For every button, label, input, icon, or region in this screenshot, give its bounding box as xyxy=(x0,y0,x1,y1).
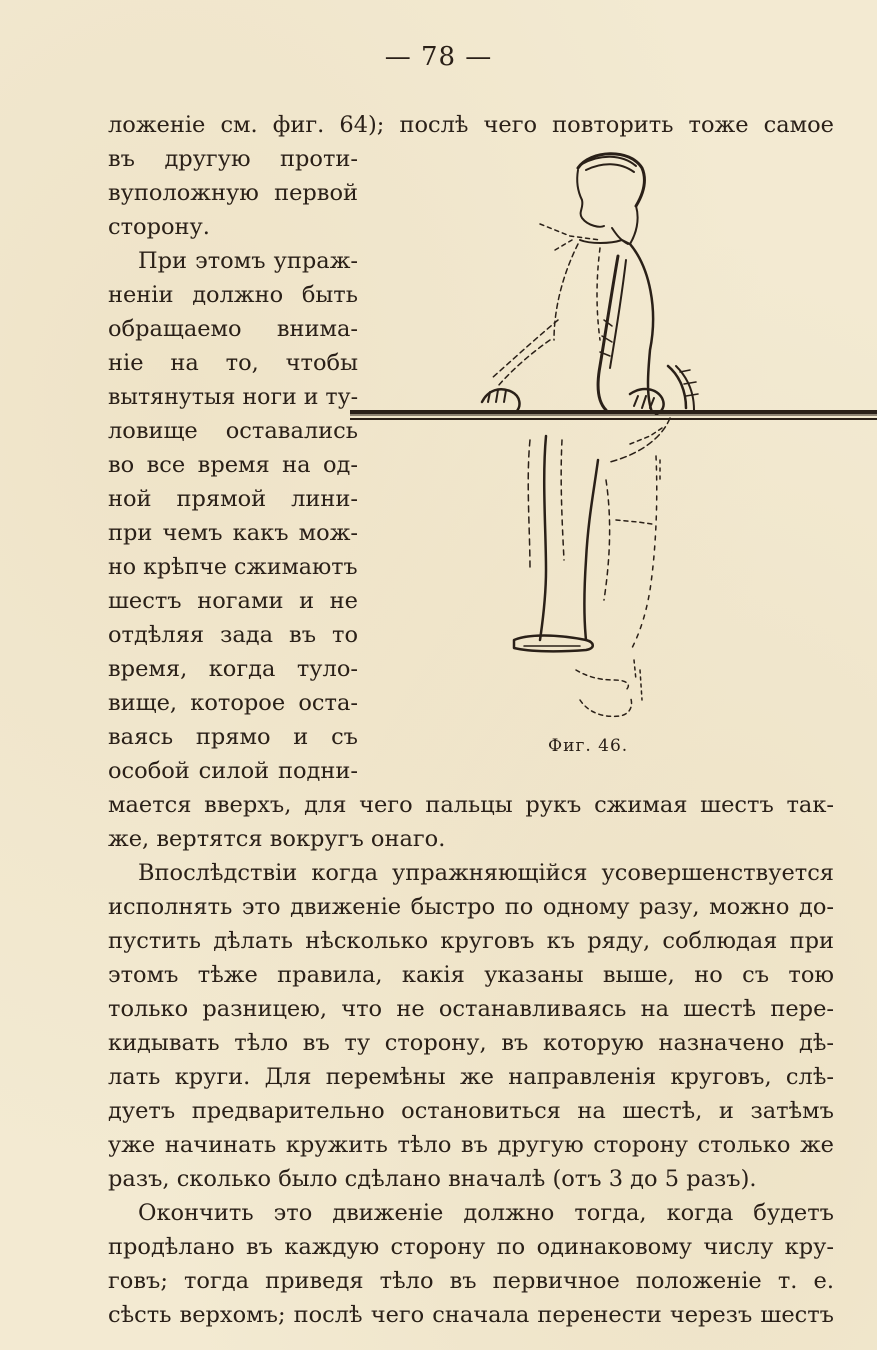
text-line: во все время на од- xyxy=(108,452,358,478)
text-line: время, когда туло- xyxy=(108,656,358,682)
text-line: пустить дѣлать нѣсколько круговъ къ ряду, соблюдая при xyxy=(108,928,834,954)
text-line: вуположную первой xyxy=(108,180,358,206)
text-line: отдѣляя зада въ то xyxy=(108,622,358,648)
text-line: вытянутыя ноги и ту- xyxy=(108,384,359,410)
text-line: При этомъ упраж- xyxy=(138,248,358,274)
text-line: обращаемо внима- xyxy=(108,316,358,342)
text-line: лать круги. Для перемѣны же направленiя круговъ, слѣ- xyxy=(108,1064,834,1090)
text-line: уже начинать кружить тѣло въ другую сторону столько же xyxy=(108,1132,834,1158)
text-line: ваясь прямо и съ xyxy=(108,724,358,750)
text-line: ложенiе см. фиг. 64); послѣ чего повторить тоже самое xyxy=(108,112,834,138)
text-line: особой силой подни- xyxy=(108,758,358,784)
text-line: разъ, сколько было сдѣлано вначалѣ (отъ 3 до 5 разъ). xyxy=(108,1166,757,1192)
text-line: вище, которое оста- xyxy=(108,690,358,716)
text-line: при чемъ какъ мож- xyxy=(108,520,358,546)
text-line: кидывать тѣло въ ту сторону, въ которую назначено дѣ- xyxy=(108,1030,834,1056)
text-line: исполнять это движенiе быстро по одному разу, можно до- xyxy=(108,894,834,920)
text-line: говъ; тогда приведя тѣло въ первичное положенiе т. е. xyxy=(108,1268,834,1294)
text-line: Впослѣдствiи когда упражняющiйся усовершенствуется xyxy=(138,860,834,886)
text-line: продѣлано въ каждую сторону по одинаковому числу кру- xyxy=(108,1234,834,1260)
text-line: ной прямой лини- xyxy=(108,486,358,512)
text-line: нiе на то, чтобы xyxy=(108,350,358,376)
text-line: ловище оставались xyxy=(108,418,358,444)
text-line: ненiи должно быть xyxy=(108,282,358,308)
gymnast-on-pole-illustration xyxy=(350,140,877,740)
text-line: дуетъ предварительно остановиться на шестѣ, и затѣмъ xyxy=(108,1098,834,1124)
text-line: шестъ ногами и не xyxy=(108,588,358,614)
text-line: этомъ тѣже правила, какiя указаны выше, но съ тою xyxy=(108,962,834,988)
text-line: мается вверхъ, для чего пальцы рукъ сжимая шестъ так- xyxy=(108,792,834,818)
text-line: только разницею, что не останавливаясь на шестѣ пере- xyxy=(108,996,834,1022)
page-number: — 78 — xyxy=(384,42,493,72)
text-line: въ другую проти- xyxy=(108,146,358,172)
text-line: но крѣпче сжимаютъ xyxy=(108,554,358,580)
text-line: Окончить это движенiе должно тогда, когда будетъ xyxy=(138,1200,834,1226)
figure-caption: Фиг. 46. xyxy=(548,736,629,756)
text-line: же, вертятся вокругъ онаго. xyxy=(108,826,446,852)
text-line: сторону. xyxy=(108,214,210,240)
text-line: сѣсть верхомъ; послѣ чего сначала перенести черезъ шестъ xyxy=(108,1302,834,1328)
